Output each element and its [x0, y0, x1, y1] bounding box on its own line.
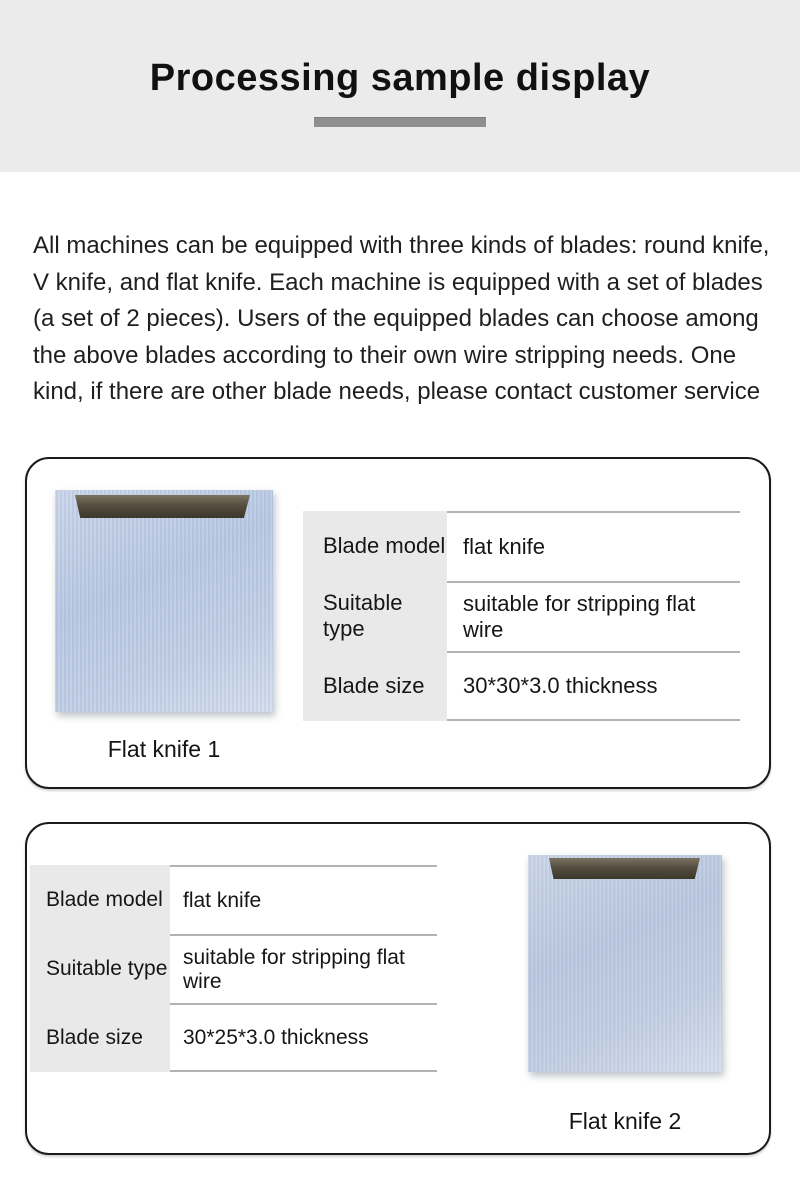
- page-title: Processing sample display: [149, 57, 651, 99]
- blade-slot-notch: [549, 858, 700, 879]
- blade-card-flat-knife-2: [25, 822, 771, 1155]
- intro-line: kind, if there are other blade needs, please contact customer service: [33, 378, 761, 405]
- spec-label: Blade model: [303, 511, 447, 581]
- title-underline-bar: [314, 117, 486, 127]
- flat-knife-2-caption: Flat knife 2: [568, 1108, 682, 1134]
- spec-label: Suitable type: [303, 581, 447, 651]
- intro-line: V knife, and flat knife. Each machine is equipped with a set of blades: [33, 268, 763, 296]
- blade-card-flat-knife-1: [25, 457, 771, 789]
- flat-knife-2-spec-table: [30, 865, 437, 1072]
- flat-knife-1-spec-table: [303, 511, 740, 721]
- intro-line: All machines can be equipped with three kinds of blades: round knife,: [33, 232, 770, 259]
- spec-label: Blade size: [30, 1003, 170, 1072]
- spec-label: Suitable type: [30, 934, 170, 1003]
- flat-knife-1-photo: [55, 490, 273, 712]
- flat-knife-1-caption: Flat knife 1: [107, 736, 221, 762]
- blade-slot-notch: [75, 495, 250, 518]
- header-band: [0, 0, 800, 172]
- spec-value: flat knife: [447, 511, 740, 581]
- spec-label: Blade model: [30, 865, 170, 934]
- intro-line: (a set of 2 pieces). Users of the equipped blades can choose among: [33, 305, 759, 332]
- spec-value: suitable for stripping flat wire: [447, 581, 740, 651]
- intro-paragraph: [33, 228, 778, 411]
- spec-value: 30*30*3.0 thickness: [447, 651, 740, 721]
- spec-value: flat knife: [170, 865, 437, 934]
- intro-line: the above blades according to their own wire stripping needs. One: [33, 341, 737, 369]
- spec-value: suitable for stripping flat wire: [170, 934, 437, 1003]
- flat-knife-2-photo: [528, 855, 722, 1072]
- spec-label: Blade size: [303, 651, 447, 721]
- spec-value: 30*25*3.0 thickness: [170, 1003, 437, 1072]
